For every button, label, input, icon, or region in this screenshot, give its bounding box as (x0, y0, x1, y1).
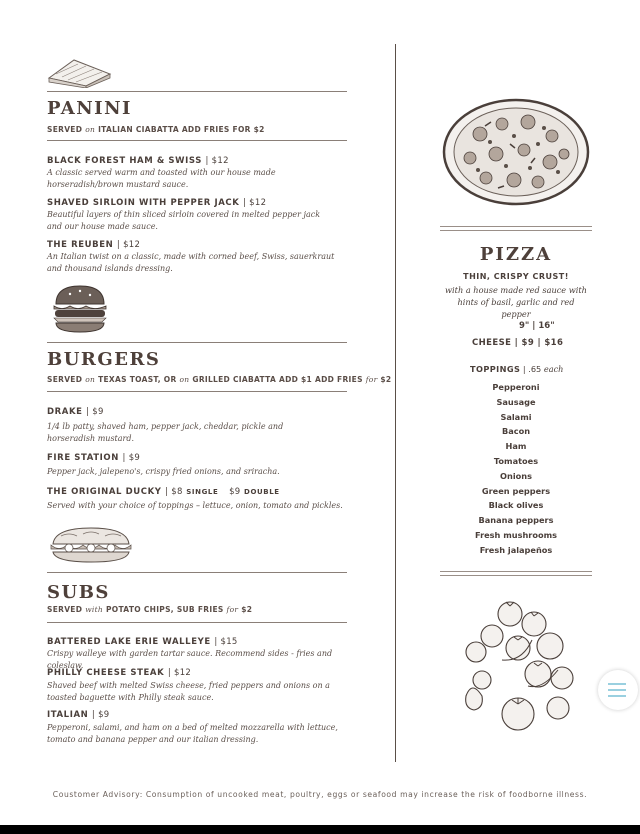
topping-item: Salami (500, 411, 532, 422)
sub-sandwich-icon (49, 524, 133, 566)
pizza-cheese-price: CHEESE | $9 | $16 (472, 338, 564, 348)
vegetables-illustration (462, 600, 580, 738)
subs-bottom-rule (47, 622, 347, 623)
sandwich-icon (46, 54, 114, 88)
pizza-title: PIZZA (479, 244, 553, 265)
panini-bottom-rule (47, 140, 347, 141)
pizza-top-rule-1 (440, 226, 592, 227)
burgers-bottom-rule (47, 391, 347, 392)
panini-title: PANINI (47, 98, 132, 119)
topping-item: Ham (505, 441, 527, 452)
menu-item-desc: An Italian twist on a classic, made with corned beef, Swiss, sauerkraut and thousand islands dressing. (47, 252, 335, 273)
menu-item-name: ITALIAN | $9 (47, 710, 110, 720)
menu-button[interactable] (598, 670, 638, 710)
burgers-title: BURGERS (47, 349, 161, 370)
menu-item-desc: Beautiful layers of thin sliced sirloin covered in melted pepper jack and our house made sauce. (47, 210, 321, 231)
menu-item-desc: Crispy walleye with garden tartar sauce. Recommend sides - fries and coleslaw. (47, 649, 333, 670)
menu-item-name: BATTERED LAKE ERIE WALLEYE | $15 (47, 637, 238, 647)
menu-item-desc: Pepperoni, salami, and ham on a bed of melted mozzarella with lettuce, tomato and banana pepper and our italian dressing. (47, 723, 338, 744)
subs-subtitle: SERVED with POTATO CHIPS, SUB FRIES for $2 (47, 605, 253, 614)
bottom-bar (0, 825, 640, 834)
pizza-bottom-rule-1 (440, 571, 592, 572)
menu-item-desc: A classic served warm and toasted with our house made horseradish/brown mustard sauce. (47, 168, 276, 189)
topping-item: Fresh jalapeños (479, 544, 553, 555)
topping-item: Fresh mushrooms (475, 529, 557, 540)
column-divider (395, 44, 396, 762)
pizza-bottom-rule-2 (440, 575, 592, 576)
menu-item-desc: Shaved beef with melted Swiss cheese, fried peppers and onions on a toasted baguette with Philly steak sauce. (47, 681, 330, 702)
topping-item: Sausage (496, 396, 536, 407)
burgers-top-rule (47, 342, 347, 343)
pizza-tagline: THIN, CRISPY CRUST! (463, 272, 569, 281)
menu-item-desc: Served with your choice of toppings – lettuce, onion, tomato and pickles. (47, 501, 343, 510)
panini-subtitle: SERVED on ITALIAN CIABATTA ADD FRIES FOR $2 (47, 125, 265, 134)
toppings-list (440, 380, 592, 558)
topping-item: Black olives (488, 500, 544, 511)
subs-title: SUBS (47, 582, 110, 603)
topping-item: Banana peppers (478, 515, 554, 526)
menu-icon (608, 683, 626, 685)
topping-item: Pepperoni (492, 382, 540, 392)
topping-item: Green peppers (481, 485, 551, 496)
topping-item: Onions (500, 470, 532, 481)
menu-item-name: THE REUBEN | $12 (47, 240, 141, 250)
menu-item-name: DRAKE | $9 (47, 407, 104, 417)
menu-item-desc: 1/4 lb patty, shaved ham, pepper jack, cheddar, pickle and horseradish mustard. (47, 422, 284, 443)
customer-advisory: Coustomer Advisory: Consumption of uncooked meat, poultry, eggs or seafood may increase the risk of foodborne illness. (52, 790, 588, 799)
subs-top-rule (47, 572, 347, 573)
menu-item-name: SHAVED SIRLOIN WITH PEPPER JACK | $12 (47, 198, 267, 208)
pizza-description: with a house made red sauce with hints of basil, garlic and red pepper (445, 285, 587, 319)
menu-item-desc: Pepper jack, jalepeno's, crispy fried onions, and sriracha. (47, 467, 280, 476)
pizza-toppings-header: TOPPINGS | .65 each (470, 364, 564, 374)
pizza-illustration (440, 96, 592, 208)
topping-item: Tomatoes (493, 455, 539, 466)
menu-item-name: PHILLY CHEESE STEAK | $12 (47, 668, 192, 678)
panini-top-rule (47, 91, 347, 92)
menu-item-name: THE ORIGINAL DUCKY | $8 SINGLE $9 DOUBLE (47, 487, 280, 497)
menu-item-name: BLACK FOREST HAM & SWISS | $12 (47, 156, 229, 166)
burgers-subtitle: SERVED on TEXAS TOAST, OR on GRILLED CIABATTA ADD $1 ADD FRIES for $2 (47, 375, 392, 384)
pizza-top-rule-2 (440, 230, 592, 231)
pizza-sizes: 9" | 16" (519, 321, 555, 331)
burger-icon (52, 284, 108, 334)
menu-item-name: FIRE STATION | $9 (47, 453, 141, 463)
topping-item: Bacon (501, 426, 531, 437)
